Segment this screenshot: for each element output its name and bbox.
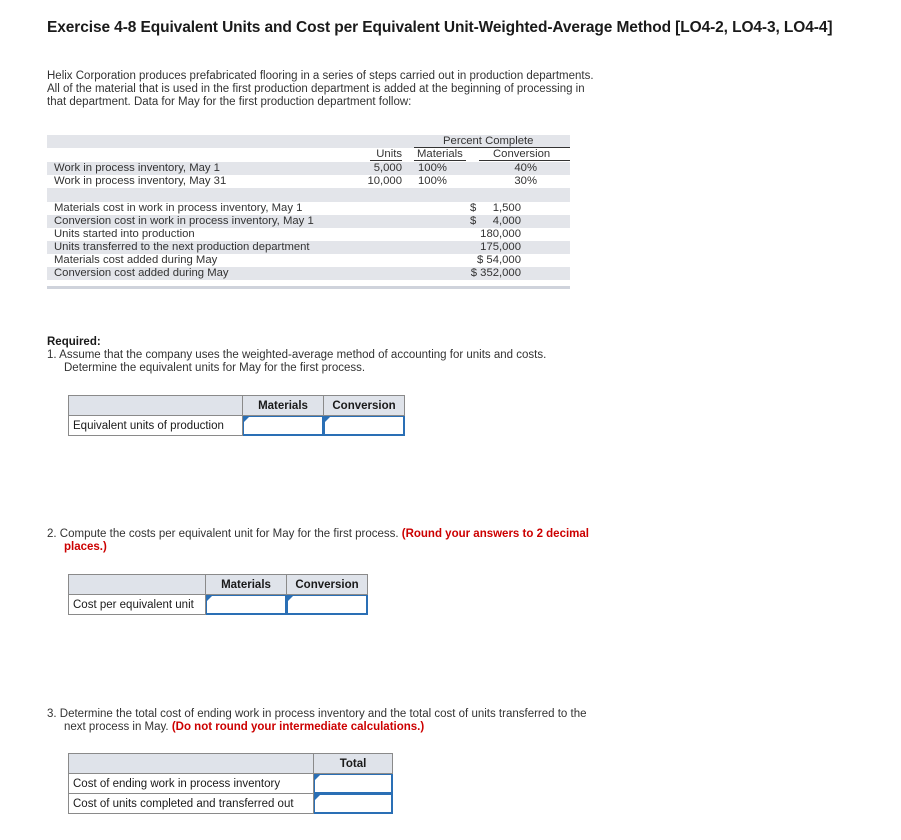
input-marker-icon	[207, 596, 212, 601]
row-label: Work in process inventory, May 31	[54, 175, 227, 187]
cost-value: $ 352,000	[470, 267, 521, 279]
transferred-cost-label: Cost of units completed and transferred out	[69, 794, 314, 814]
conversion-percent: 30%	[514, 175, 537, 187]
cost-value: $ 54,000	[477, 254, 521, 266]
input-marker-icon	[325, 417, 330, 422]
input-marker-icon	[315, 775, 320, 780]
question-2-text: 2. Compute the costs per equivalent unit for May for the first process.	[47, 528, 402, 540]
conversion-column-header: Conversion	[287, 575, 368, 595]
conversion-percent: 40%	[514, 162, 537, 174]
percent-complete-header: Percent Complete	[443, 135, 534, 147]
intro-line: All of the material that is used in the first production department is added at the beginning of processing in	[47, 83, 585, 95]
materials-equivalent-units-cell[interactable]	[243, 416, 324, 436]
conversion-column-header: Conversion	[493, 148, 551, 160]
transferred-cost-input[interactable]	[314, 795, 392, 812]
question-3-text: next process in May.	[64, 721, 172, 733]
total-column-header: Total	[314, 754, 393, 774]
equivalent-units-label: Equivalent units of production	[69, 416, 243, 436]
conversion-equivalent-units-input[interactable]	[324, 417, 404, 434]
input-marker-icon	[288, 596, 293, 601]
input-marker-icon	[244, 417, 249, 422]
row-label: Conversion cost in work in process inventory, May 1	[54, 215, 314, 227]
question-2-line-2: places.)	[64, 541, 107, 553]
cost-per-equivalent-unit-table	[68, 574, 368, 615]
materials-percent: 100%	[418, 162, 447, 174]
table-row	[47, 215, 570, 228]
conversion-cost-per-unit-input[interactable]	[287, 596, 367, 613]
ending-wip-cost-label: Cost of ending work in process inventory	[69, 774, 314, 794]
table-row	[47, 267, 570, 280]
table-row	[47, 202, 570, 215]
materials-column-header: Materials	[243, 396, 324, 416]
conversion-column-header: Conversion	[324, 396, 405, 416]
row-label: Work in process inventory, May 1	[54, 162, 220, 174]
blank-header-cell	[69, 396, 243, 416]
blank-header-cell	[69, 575, 206, 595]
row-label: Materials cost in work in process inventory, May 1	[54, 202, 303, 214]
cost-per-unit-label: Cost per equivalent unit	[69, 595, 206, 615]
row-label: Units transferred to the next production department	[54, 241, 310, 253]
materials-cost-per-unit-input[interactable]	[206, 596, 286, 613]
problem-intro	[47, 70, 627, 109]
question-1-line-2: Determine the equivalent units for May for the first process.	[64, 362, 366, 374]
row-label: Units started into production	[54, 228, 195, 240]
table-row	[47, 162, 570, 175]
units-column-header: Units	[376, 148, 402, 160]
table-row	[47, 228, 570, 241]
question-3-line-1: 3. Determine the total cost of ending work in process inventory and the total cost of units transferred to the	[47, 708, 587, 720]
cost-value: 175,000	[480, 241, 521, 253]
table-row	[47, 241, 570, 254]
ending-wip-cost-cell[interactable]	[314, 774, 393, 794]
table-row	[47, 175, 570, 188]
units-value: 10,000	[367, 175, 402, 187]
input-marker-icon	[315, 795, 320, 800]
intro-line: Helix Corporation produces prefabricated flooring in a series of steps carried out in production departments.	[47, 70, 594, 82]
blank-header-cell	[69, 754, 314, 774]
equivalent-units-table	[68, 395, 405, 436]
question-3-instruction: (Do not round your intermediate calculations.)	[171, 721, 425, 733]
materials-percent: 100%	[418, 175, 447, 187]
data-table	[47, 135, 570, 287]
cost-value: 180,000	[480, 228, 521, 240]
table-bottom-rule	[47, 286, 570, 289]
question-2-instruction: (Round your answers to 2 decimal	[401, 528, 589, 540]
row-label: Materials cost added during May	[54, 254, 218, 266]
cost-value: 4,000	[492, 215, 521, 227]
conversion-equivalent-units-cell[interactable]	[324, 416, 405, 436]
transferred-cost-cell[interactable]	[314, 794, 393, 814]
required-label: Required:	[47, 336, 101, 348]
table-row	[47, 254, 570, 267]
dollar-sign: $	[470, 202, 477, 214]
page-title: Exercise 4-8 Equivalent Units and Cost per Equivalent Unit-Weighted-Average Method [LO4-2, LO4-3, LO4-4]	[47, 19, 833, 36]
dollar-sign: $	[470, 215, 477, 227]
units-value: 5,000	[373, 162, 402, 174]
row-label: Conversion cost added during May	[54, 267, 229, 279]
question-1-line-1: 1. Assume that the company uses the weighted-average method of accounting for units and costs.	[47, 349, 547, 361]
total-cost-table	[68, 753, 393, 814]
spacer-row	[47, 188, 570, 202]
ending-wip-cost-input[interactable]	[314, 775, 392, 792]
cost-value: 1,500	[492, 202, 521, 214]
question-3-line-2	[64, 721, 424, 734]
materials-column-header: Materials	[417, 148, 463, 160]
intro-line: that department. Data for May for the first production department follow:	[47, 96, 412, 108]
materials-column-header: Materials	[206, 575, 287, 595]
question-2-line-1	[47, 528, 589, 541]
conversion-cost-per-unit-cell[interactable]	[287, 595, 368, 615]
materials-cost-per-unit-cell[interactable]	[206, 595, 287, 615]
materials-equivalent-units-input[interactable]	[243, 417, 323, 434]
